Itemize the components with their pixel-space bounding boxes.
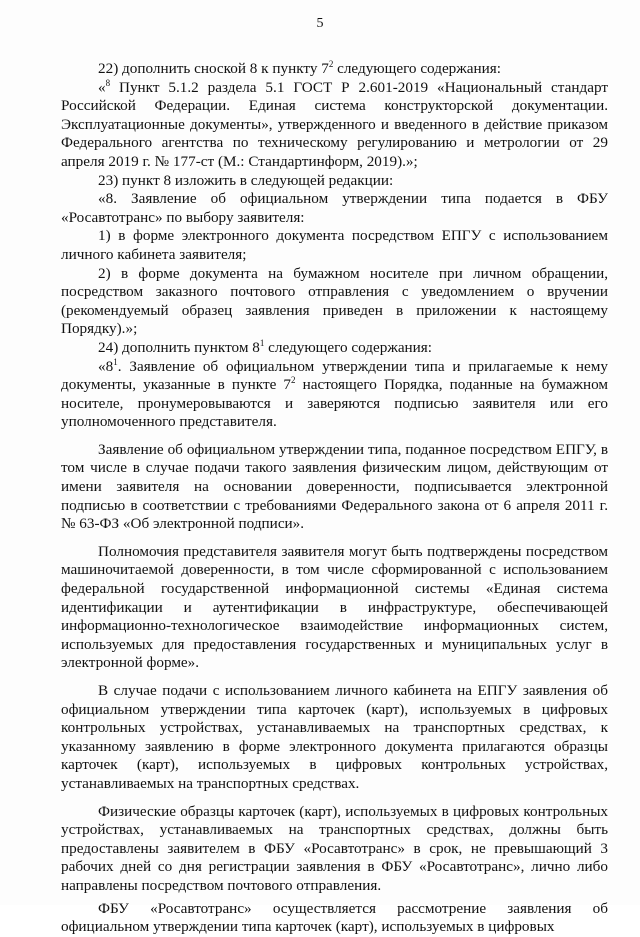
- paragraph-item-24: 24) дополнить пунктом $8^1$ следующего содержания:: [98, 337, 433, 356]
- paragraph-fbu-review: ФБУ «Росавтотранс» осуществляется рассмотрение заявления об официальном утверждении типа карточек (карт), используемых в цифровых: [61, 899, 608, 936]
- paragraph-epgu-signature: Заявление об официальном утверждении типа, поданное посредством ЕПГУ, в том числе в случае подачи такого заявления физическим лицом, действующим от имени заявителя на основании доверенности, подписывается электронной подписью в соответствии с требованиями Федерального закона от 6 апреля 2011 г. № 63-ФЗ «Об электронной подписи».: [61, 440, 608, 533]
- paragraph-8-option-2: 2) в форме документа на бумажном носителе при личном обращении, посредством заказного почтового отправления с уведомлением о вручении (рекомендуемый образец заявления приведен в приложении к настоящему Порядку).»;: [61, 264, 608, 338]
- paragraph-item-22: 22) дополнить сноской 8 к пункту $7^2$ следующего содержания:: [98, 59, 501, 77]
- paragraph-card-samples: В случае подачи с использованием личного кабинета на ЕПГУ заявления об официальном утверждении типа карточек (карт), используемых в цифровых контрольных устройствах, устанавливаемых на транспортных средствах, к указанному заявлению в форме электронного документа прилагаются образцы карточек (карт), используемых в цифровых контрольных устройствах, устанавливаемых на транспортных средствах.: [61, 682, 608, 792]
- paragraph-physical-samples: Физические образцы карточек (карт), используемых в цифровых контрольных устройствах, устанавливаемых на транспортных средствах, должны быть предоставлены заявителем в ФБУ «Росавтотранс» в срок, не превышающий 3 рабочих дней со дня регистрации заявления в ФБУ «Росавтотранс», лично либо направлены посредством почтового отправления.: [61, 802, 608, 894]
- document-body: [61, 60, 608, 937]
- paragraph-8-heading: «8. Заявление об официальном утверждении типа подается в ФБУ «Росавтотранс» по выбору заявителя:: [61, 190, 608, 226]
- footnote-8-text: «$^8$ Пункт 5.1.2 раздела 5.1 ГОСТ Р 2.601-2019 «Национальный стандарт Российской Федерации. Единая система конструкторской документации. Эксплуатационные документы», утвержденного и введенного в действие приказом Федерального агентства по техническому регулированию и метрологии от 29 апреля 2019 г. № 177-ст (М.: Стандартинформ, 2019).»;: [61, 77, 608, 170]
- paragraph-item-23: 23) пункт 8 изложить в следующей редакции:: [98, 171, 394, 189]
- paragraph-representative-powers: Полномочия представителя заявителя могут быть подтверждены посредством машиночитаемой доверенности, в том числе сформированной с использованием федеральной государственной информационной системы «Единая система идентификации и аутентификации в инфраструктуре, обеспечивающей информационно-технологическое взаимодействие информационных систем, используемых для предоставления государственных и муниципальных услуг в электронной форме».: [61, 542, 608, 672]
- paragraph-8-1: «$8^1$. Заявление об официальном утверждении типа и прилагаемые к нему документы, указанные в пункте $7^2$ настоящего Порядка, поданные на бумажном носителе, пронумеровываются и заверяются подписью заявителя или его уполномоченного представителя.: [61, 356, 608, 431]
- paragraph-8-option-1: 1) в форме электронного документа посредством ЕПГУ с использованием личного кабинета заявителя;: [61, 227, 608, 263]
- page-number: 5: [316, 16, 324, 31]
